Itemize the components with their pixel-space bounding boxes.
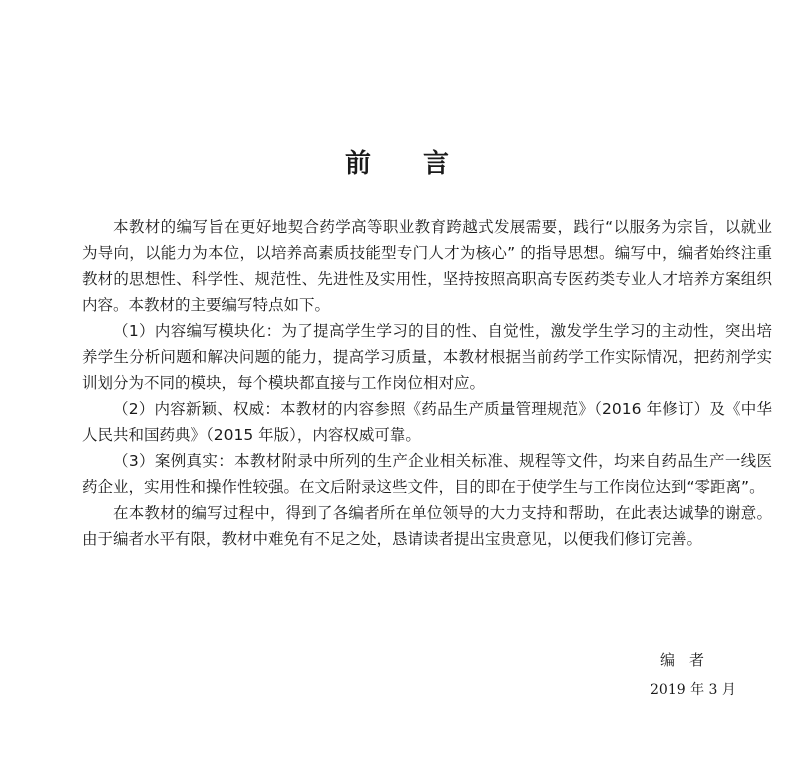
author-signature: 编者 bbox=[660, 651, 719, 669]
paragraph-feature-3: （3）案例真实：本教材附录中所列的生产企业相关标准、规程等文件，均来自药品生产一线医药企业，实用性和操作性较强。在文后附录这些文件，目的即在于使学生与工作岗位达到“零距离”。 bbox=[82, 452, 772, 496]
paragraph-feature-2: （2）内容新颖、权威：本教材的内容参照《药品生产质量管理规范》（2016 年修订）及《中华人民共和国药典》（2015 年版），内容权威可靠。 bbox=[82, 400, 772, 444]
paragraph-acknowledgement: 在本教材的编写过程中，得到了各编者所在单位领导的大力支持和帮助，在此表达诚挚的谢意。由于编者水平有限，教材中难免有不足之处，恳请读者提出宝贵意见，以便我们修订完善。 bbox=[82, 504, 772, 548]
signature-date: 2019 年 3 月 bbox=[650, 682, 736, 698]
paragraph-feature-1: （1）内容编写模块化：为了提高学生学习的目的性、自觉性，激发学生学习的主动性，突出培养学生分析问题和解决问题的能力，提高学习质量，本教材根据当前药学工作实际情况，把药剂学实训划分为不同的模块，每个模块都直接与工作岗位相对应。 bbox=[82, 322, 772, 392]
preface-body bbox=[82, 214, 772, 552]
paragraph-intro: 本教材的编写旨在更好地契合药学高等职业教育跨越式发展需要，践行“以服务为宗旨，以就业为导向，以能力为本位，以培养高素质技能型专门人才为核心” 的指导思想。编写中，编者始终注重教材的思想性、科学性、规范性、先进性及实用性，坚持按照高职高专医药类专业人才培养方案组织内容。本教材的主要编写特点如下。 bbox=[82, 218, 772, 314]
page-title: 前言 bbox=[344, 149, 501, 179]
